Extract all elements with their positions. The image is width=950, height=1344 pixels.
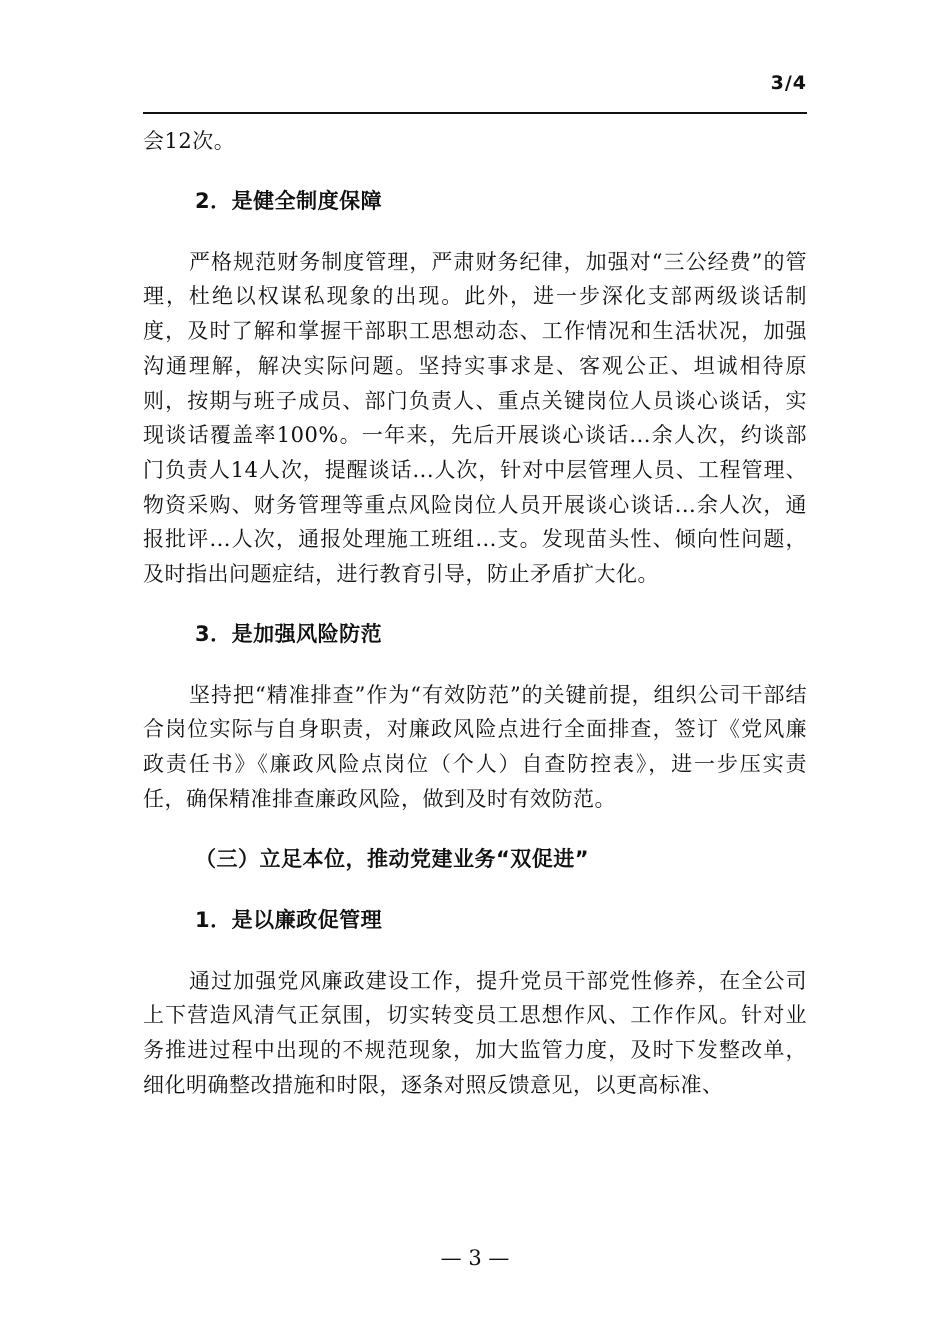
- subheading-risk: 3．是加强风险防范: [195, 621, 383, 646]
- subheading-institution: 2．是健全制度保障: [195, 188, 383, 213]
- document-body: [143, 124, 807, 1102]
- footer-page-number: — 3 —: [440, 1246, 510, 1270]
- paragraph-institution: 严格规范财务制度管理，严肃财务纪律，加强对“三公经费”的管理，杜绝以权谋私现象的出现。此外，进一步深化支部两级谈话制度，及时了解和掌握干部职工思想动态、工作情况和生活状况，加强沟通理解，解决实际问题。坚持实事求是、客观公正、坦诚相待原则，按期与班子成员、部门负责人、重点关键岗位人员谈心谈话，实现谈话覆盖率100%。一年来，先后开展谈心谈话...余人次，约谈部门负责人14人次，提醒谈话...人次，针对中层管理人员、工程管理、物资采购、财务管理等重点风险岗位人员开展谈心谈话...余人次，通报批评...人次，通报处理施工班组...支。发现苗头性、倾向性问题，及时指出问题症结，进行教育引导，防止矛盾扩大化。: [143, 249, 807, 587]
- paragraph-continuation: 会12次。: [143, 129, 236, 153]
- paragraph-management: 通过加强党风廉政建设工作，提升党员干部党性修养，在全公司上下营造风清气正氛围，切实转变员工思想作风、工作作风。针对业务推进过程中出现的不规范现象，加大监管力度，及时下发整改单，细化明确整改措施和时限，逐条对照反馈意见，以更高标准、: [143, 968, 807, 1097]
- header-page-indicator: 3/4: [770, 72, 807, 94]
- section-heading-three: （三）立足本位，推动党建业务“双促进”: [195, 846, 590, 871]
- subheading-management: 1．是以廉政促管理: [195, 907, 383, 932]
- header-divider: [143, 112, 807, 114]
- paragraph-risk: 坚持把“精准排查”作为“有效防范”的关键前提，组织公司干部结合岗位实际与自身职责，对廉政风险点进行全面排查，签订《党风廉政责任书》《廉政风险点岗位（个人）自查防控表》，进一步压实责任，确保精准排查廉政风险，做到及时有效防范。: [143, 682, 807, 811]
